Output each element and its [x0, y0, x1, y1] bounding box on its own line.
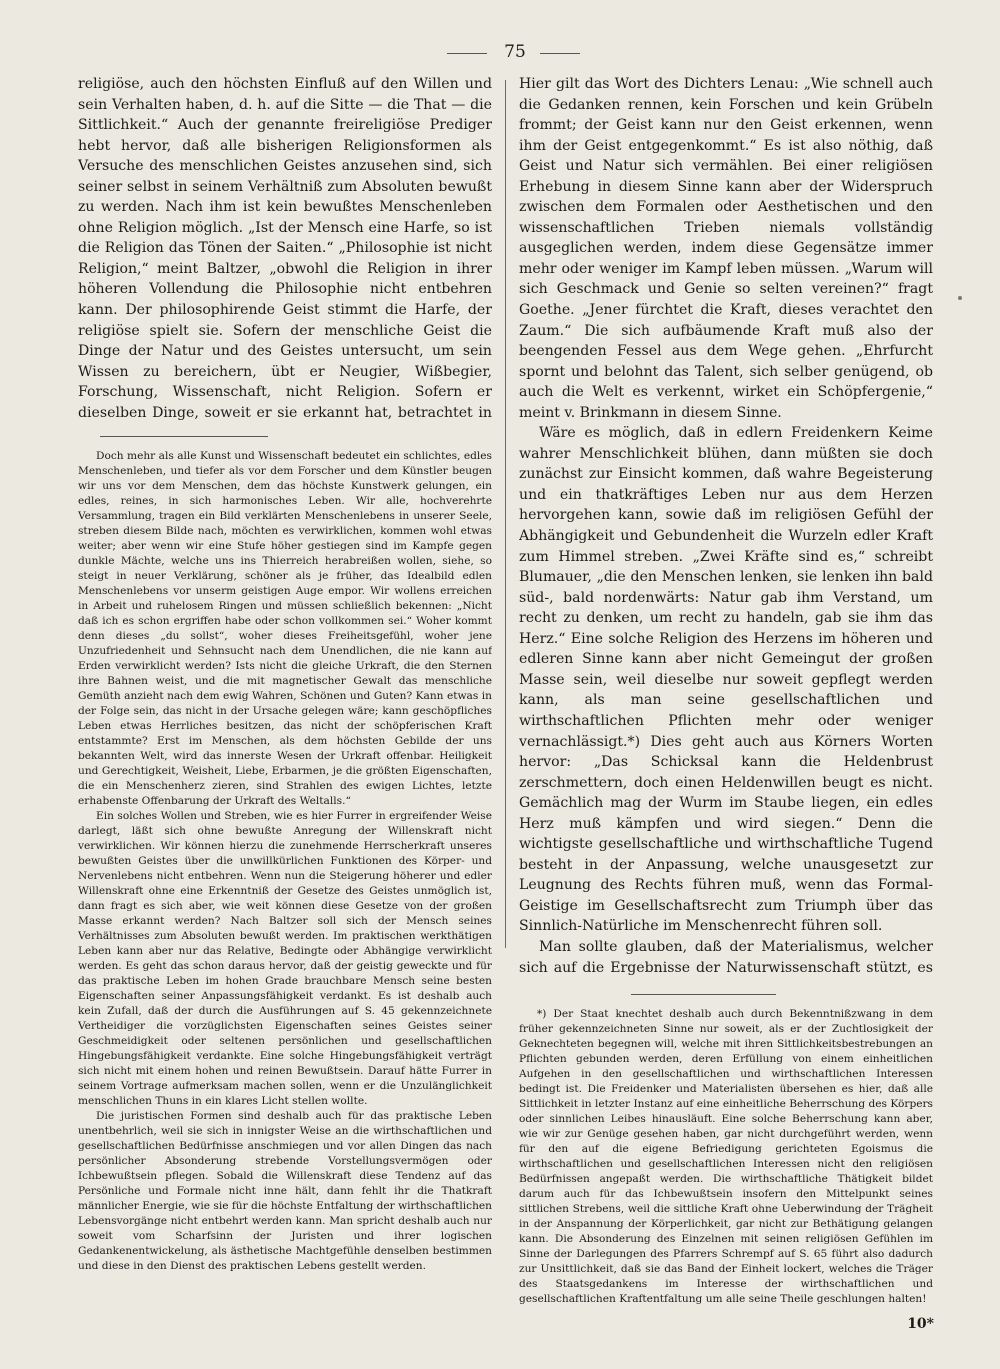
- column-divider: [505, 80, 506, 948]
- small-paragraph-3: Die juristischen Formen sind deshalb auch für das praktische Leben unentbehrlich, weil sie sich in innigster Weise an die wirthschaftlichen und gesellschaftlichen Bedürfnisse anschmiegen und vor allen Dingen das nach persönlicher Absonderung strebende Vorstellungsvermögen oder Ichbewußtsein pflegen. Sobald die Willenskraft diese Tendenz auf das Persönliche und Formale nicht inne hält, dann fehlt ihr die Thatkraft männlicher Energie, wie sie für die höchste Entfaltung der wirthschaftlichen Lebensvorgänge nicht entbehrt werden kann. Man spricht deshalb auch nur soweit vom Scharfsinn der Juristen und ihrer logischen Gedankenentwickelung, als ästhetische Machtgefühle denselben bestimmen und diese in den Dienst des praktischen Lebens gestellt werden.: [78, 1110, 492, 1272]
- right-main-text-block: [519, 74, 933, 980]
- section-rule: [100, 436, 268, 437]
- page-header: [0, 42, 1000, 66]
- small-paragraph-1: Doch mehr als alle Kunst und Wissenschaft bedeutet ein schlichtes, edles Menschenleben, und tiefer als vor dem Forscher und dem Künstler beugen wir uns vor dem Menschen, dem das höchste Kunstwerk gelungen, ein edles, reines, in sich harmonisches Leben. Wir alle, hochverehrte Versammlung, tragen ein Bild verklärten Menschenlebens in unserer Seele, streben diesem Bilde nach, möchten es verwirklichen, kommen wohl etwas weiter; aber wenn wir eine Stufe höher gestiegen sind im Kampfe gegen dunkle Mächte, welche uns ins Thierreich herabreißen wollen, siehe, so steigt in neuer Verklärung, schöner als je früher, das Idealbild edlen Menschenlebens vor unserm geistigen Auge empor. Wir wollens erreichen in Arbeit und ruhelosem Ringen und müssen schließlich bekennen: „Nicht daß ich es schon ergriffen habe oder schon vollkommen sei.“ Woher kommt denn dieses „du sollst“, woher dieses Freiheitsgefühl, woher jene Unzufriedenheit und Sehnsucht nach dem Unendlichen, die nie kann auf Erden verwirklicht werden? Ists nicht die gleiche Urkraft, die den Sternen ihre Bahnen weist, und die mit magnetischer Gewalt das menschliche Gemüth anzieht nach dem ewig Wahren, Schönen und Guten? Kann etwas in der Folge sein, das nicht in der Ursache gelegen wäre; kann geschöpfliches Leben etwas Herrliches besitzen, das nicht der schöpferischen Kraft entstammte? Erst im Menschen, als dem höchsten Gebilde der uns bekannten Welt, wird das innerste Wesen der Urkraft offenbar. Heiligkeit und Gerechtigkeit, Weisheit, Liebe, Erbarmen, je die größten Eigenschaften, die ein Menschenherz zieren, sind Strahlen des ewigen Lichtes, letzte erhabenste Offenbarung der Urkraft des Weltalls.“: [78, 450, 492, 807]
- right-column: [519, 74, 933, 1334]
- right-paragraph-2: Wäre es möglich, daß in edlern Freidenkern Keime wahrer Menschlichkeit blühen, dann müßten sie doch zunächst zur Einsicht kommen, daß wahre Begeisterung und ein thatkräftiges Leben nur aus dem Herzen hervorgehen kann, sowie daß im religiösen Gefühl der Abhängigkeit und Gebundenheit die Wurzeln edler Kraft zum Himmel streben. „Zwei Kräfte sind es,“ schreibt Blumauer, „die den Menschen lenken, sie lenken ihn bald süd-, bald nordenwärts: Natur gab ihm Verstand, um recht zu denken, um recht zu handeln, gab sie ihm das Herz.“ Eine solche Religion des Herzens im höheren und edleren Sinne kann aber nicht Gemeingut der großen Masse sein, weil dieselbe nur soweit gepflegt werden kann, als man seine gesellschaftlichen und wirthschaftlichen Pflichten mehr oder weniger vernachlässigt.*) Dies geht auch aus Körners Worten hervor: „Das Schicksal kann die Heldenbrust zerschmettern, doch einen Heldenwillen beugt es nicht. Gemächlich mag der Wurm im Staube liegen, ein edles Herz muß kämpfen und wird siegen.“ Denn die wichtigste gesellschaftliche und wirthschaftliche Tugend besteht in der Anpassung, welche unausgesetzt zur Leugnung des Rechts führen muß, wenn das Formal-Geistige im Gesellschaftsrecht zum Triumph über das Sinnlich-Natürliche im Menschenrecht führen soll.: [519, 425, 933, 935]
- right-paragraph-1: Hier gilt das Wort des Dichters Lenau: „Wie schnell auch die Gedanken rennen, kein Forschen und kein Grübeln frommt; der Geist kann nur den Geist erkennen, wenn ihm der Geist entgegenkommt.“ Es ist also nöthig, daß Geist und Natur sich vermählen. Bei einer religiösen Erhebung in diesem Sinne kann aber der Widerspruch zwischen dem Formalen oder Aesthetischen und den wissenschaftlichen Trieben niemals vollständig ausgeglichen werden, indem diese Gegensätze immer mehr oder weniger im Kampf leben müssen. „Warum will sich Geschmack und Genie so selten vereinen?“ fragt Goethe. „Jener fürchtet die Kraft, dieses verachtet den Zaum.“ Die sich aufbäumende Kraft muß also der beengenden Fessel aus dem Wege gehen. „Ehrfurcht spornt und belohnt das Talent, sich selber genügend, ob auch die Welt es verkennt, wirket ein Schöpfergenie,“ meint v. Brinkmann in diesem Sinne.: [519, 76, 933, 421]
- left-main-text-block: [78, 74, 492, 422]
- footnote-rule: [631, 994, 776, 995]
- left-small-text-block: [78, 449, 492, 1304]
- signature-mark: 10*: [907, 1316, 934, 1332]
- page-number: 75: [504, 42, 526, 62]
- footnote: *) Der Staat knechtet deshalb auch durch Bekenntnißzwang in dem früher gekennzeichneten Sinne nur soweit, als er der Zuchtlosigkeit der Geknechteten begegnen will, welche mit ihren Sittlichkeitsbestrebungen an Pflichten gebunden werden, deren Erfüllung von einem einheitlichen Aufgehen in den gesellschaftlichen und wirthschaftlichen Interessen bedingt ist. Die Freidenker und Materialisten übersehen es hier, daß alle Sittlichkeit in letzter Instanz auf eine einheitliche Beherrschung des Körpers oder sinnlichen Leibes hinausläuft. Eine solche Beherrschung kann aber, wie wir zur Genüge gesehen haben, gar nicht durchgeführt werden, wenn für den auf die eigene Befriedigung gerichteten Egoismus die wirthschaftlichen und gesellschaftlichen Interessen nicht den religiösen Bedürfnissen angepaßt werden. Die wirthschaftliche Thätigkeit bildet darum auch für das Ichbewußtsein insofern den Mittelpunkt seines sittlichen Strebens, weil die sittliche Kraft ohne Ueberwindung der Trägheit in der Anspannung der Körperlichkeit, gar nicht zur Bethätigung gelangen kann. Die Absonderung des Einzelnen mit seinen religiösen Gefühlen im Sinne der Darlegungen des Pfarrers Schrempf auf S. 65 führt also dadurch zur Unsittlichkeit, daß sie das Band der Einheit lockert, welches die Träger des Staatsgedankens im Interesse der wirthschaftlichen und gesellschaftlichen Kraftentfaltung um alle seine Theile geschlungen halten!: [519, 1008, 933, 1305]
- header-rule-right: [540, 53, 580, 54]
- ink-dot: [958, 296, 962, 300]
- header-rule-left: [447, 53, 487, 54]
- small-paragraph-2: Ein solches Wollen und Streben, wie es hier Furrer in ergreifender Weise darlegt, läßt sich ohne bewußte Anregung der Willenskraft nicht verwirklichen. Wir können hierzu die zunehmende Herrscherkraft unseres bewußten Geistes über die unwillkürlichen Funktionen des Körper- und Nervenlebens nicht entbehren. Wenn nun die Steigerung höherer und edler Willenskraft ohne eine Erkenntniß der Gesetze des Geistes unmöglich ist, dann fragt es sich aber, wie weit können diese Gesetze von der großen Masse erkannt werden? Nach Baltzer soll sich der Mensch seines Verhältnisses zum Absoluten bewußt werden. Im praktischen werkthätigen Leben kann aber nur das Relative, Bedingte oder Abhängige verwirklicht werden. Es geht das schon daraus hervor, daß der geistig geweckte und für das praktische Leben im hohen Grade brauchbare Mensch seine besten Eigenschaften seiner Anpassungsfähigkeit verdankt. Es ist deshalb auch kein Zufall, daß der durch die Ausführungen auf S. 45 gekennzeichnete Vertheidiger die vorzüglichsten Eigenschaften seines Geistes seiner Geschmeidigkeit oder seltenen persönlichen und gesellschaftlichen Hingebungsfähigkeit verdankte. Eine solche Hingebungsfähigkeit verträgt sich nicht mit einem hohen und reinen Bewußtsein. Darauf hätte Furrer in seinem Vortrage aufmerksam machen sollen, wenn er die Unzulänglichkeit menschlichen Thuns in ein klares Licht stellen wollte.: [78, 810, 492, 1107]
- left-column: [78, 74, 492, 1304]
- left-main-paragraph: religiöse, auch den höchsten Einfluß auf den Willen und sein Verhalten haben, d. h. auf die Sitte — die That — die Sittlichkeit.“ Auch der genannte freireligiöse Prediger hebt hervor, daß alle bisherigen Religionsformen als Versuche des menschlichen Geistes anzusehen sind, sich seiner selbst in seinem Verhältniß zum Absoluten bewußt zu werden. Nach ihm ist kein bewußtes Menschenleben ohne Religion möglich. „Ist der Mensch eine Harfe, so ist die Religion das Tönen der Saiten.“ „Philosophie ist nicht Religion,“ meint Baltzer, „obwohl die Religion in ihrer höheren Vollendung die Philosophie nicht entbehren kann. Der philosophirende Geist stimmt die Harfe, der religiöse spielt sie. Sofern der menschliche Geist die Dinge der Natur und des Geistes untersucht, um sein Wissen zu bereichern, übt er Neugier, Wißbegier, Forschung, Wissenschaft, nicht Religion. Sofern er dieselben Dinge, soweit er sie erkannt hat, betrachtet in: [78, 76, 492, 421]
- right-paragraph-3: Man sollte glauben, daß der Materialismus, welcher sich auf die Ergebnisse der Naturwissenschaft stützt, es: [519, 938, 933, 976]
